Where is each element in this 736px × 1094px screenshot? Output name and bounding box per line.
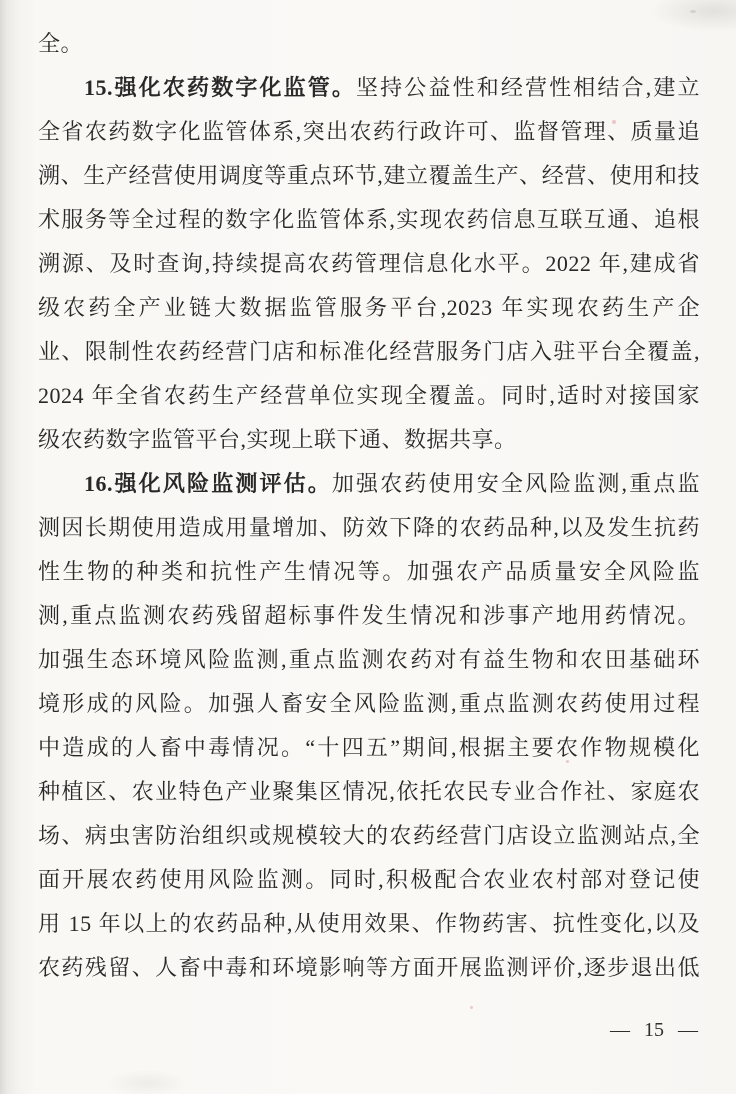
line-text: 农药残留、人畜中毒和环境影响等方面开展监测评价,逐步退出低 <box>38 955 700 980</box>
text-line <box>38 506 700 550</box>
line-text: 中造成的人畜中毒情况。“十四五”期间,根据主要农作物规模化 <box>38 735 700 760</box>
text-line <box>38 66 700 110</box>
text-line <box>38 242 700 286</box>
line-text: 场、病虫害防治组织或规模较大的农药经营门店设立监测站点,全 <box>38 823 700 848</box>
text-line <box>38 726 700 770</box>
line-text: 全省农药数字化监管体系,突出农药行政许可、监督管理、质量追 <box>38 119 700 144</box>
line-text: 测,重点监测农药残留超标事件发生情况和涉事产地用药情况。 <box>38 603 700 628</box>
line-text: 面开展农药使用风险监测。同时,积极配合农业农村部对登记使 <box>38 867 700 892</box>
line-text: 级农药数字监管平台,实现上联下通、数据共享。 <box>38 427 517 452</box>
text-line <box>38 22 700 66</box>
text-line <box>38 682 700 726</box>
page-number: 15 <box>644 1019 664 1041</box>
text-line <box>38 858 700 902</box>
text-line <box>38 638 700 682</box>
line-text: 术服务等全过程的数字化监管体系,实现农药信息互联互通、追根 <box>38 207 700 232</box>
text-line <box>38 946 700 990</box>
text-line <box>38 330 700 374</box>
line-text: 测因长期使用造成用量增加、防效下降的农药品种,以及发生抗药 <box>38 515 700 540</box>
scan-smudge <box>690 10 696 13</box>
scan-speck <box>470 1006 473 1009</box>
text-line <box>38 110 700 154</box>
line-text: 加强农药使用安全风险监测,重点监 <box>331 471 700 496</box>
document-text-block <box>38 22 700 990</box>
line-text: 种植区、农业特色产业聚集区情况,依托农民专业合作社、家庭农 <box>38 779 700 804</box>
text-line <box>38 418 700 462</box>
text-line <box>38 374 700 418</box>
line-text: 用 15 年以上的农药品种,从使用效果、作物药害、抗性变化,以及 <box>38 911 700 936</box>
line-text: 加强生态环境风险监测,重点监测农药对有益生物和农田基础环 <box>38 647 700 672</box>
line-text: 坚持公益性和经营性相结合,建立 <box>356 75 700 100</box>
line-text: 溯源、及时查询,持续提高农药管理信息化水平。2022 年,建成省 <box>38 251 700 276</box>
text-line <box>38 902 700 946</box>
line-text: 2024 年全省农药生产经营单位实现全覆盖。同时,适时对接国家 <box>38 383 700 408</box>
page-footer <box>610 1019 698 1042</box>
line-text: 性生物的种类和抗性产生情况等。加强农产品质量安全风险监 <box>38 559 700 584</box>
section-heading-15: 15.强化农药数字化监管。 <box>84 75 357 100</box>
section-heading-16: 16.强化风险监测评估。 <box>84 471 332 496</box>
text-line <box>38 550 700 594</box>
footer-dash-left: — <box>610 1019 630 1041</box>
text-line <box>38 594 700 638</box>
text-line <box>38 198 700 242</box>
text-line <box>38 814 700 858</box>
line-text: 境形成的风险。加强人畜安全风险监测,重点监测农药使用过程 <box>38 691 700 716</box>
footer-dash-right: — <box>678 1019 698 1041</box>
line-text: 溯、生产经营使用调度等重点环节,建立覆盖生产、经营、使用和技 <box>38 163 700 188</box>
line-text: 全。 <box>38 31 84 56</box>
line-text: 级农药全产业链大数据监管服务平台,2023 年实现农药生产企 <box>38 295 700 320</box>
text-line <box>38 770 700 814</box>
line-text: 业、限制性农药经营门店和标准化经营服务门店入驻平台全覆盖, <box>38 339 700 364</box>
text-line <box>38 286 700 330</box>
text-line <box>38 462 700 506</box>
text-line <box>38 154 700 198</box>
